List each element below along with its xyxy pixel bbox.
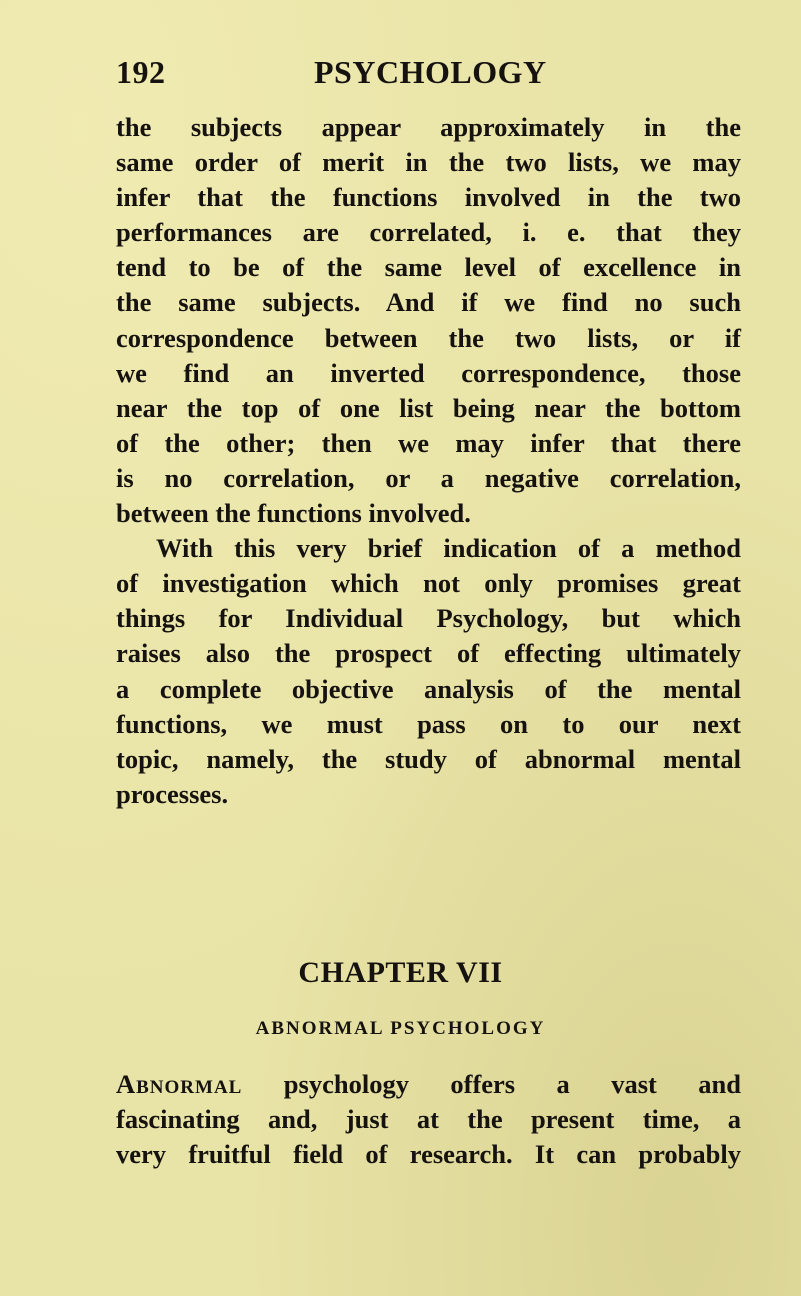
text-line: functions, we must pass on to our next — [116, 708, 741, 739]
page-header — [116, 54, 736, 98]
text-line: same order of merit in the two lists, we may — [116, 147, 741, 178]
chapter-line-2: fascinating and, just at the present time, a — [116, 1104, 741, 1135]
text-line: of investigation which not only promises great — [116, 568, 741, 599]
text-line: processes. — [116, 778, 229, 809]
text-line: performances are correlated, i. e. that they — [116, 217, 741, 248]
text-line: the subjects appear approximately in the — [116, 112, 741, 142]
chapter-title: CHAPTER VII — [298, 956, 503, 989]
text-line: tend to be of the same level of excellence in — [116, 252, 741, 283]
text-line: infer that the functions involved in the two — [116, 182, 741, 213]
lead-word: Abnormal — [116, 1069, 243, 1099]
lead-line-rest: psychology offers a vast and — [242, 1069, 741, 1099]
text-line: topic, namely, the study of abnormal mental — [116, 743, 741, 774]
text-line: raises also the prospect of effecting ultimately — [116, 638, 741, 669]
page-number: 192 — [116, 54, 166, 90]
text-line: near the top of one list being near the bottom — [116, 392, 741, 423]
chapter-body — [116, 1067, 741, 1172]
text-line: we find an inverted correspondence, those — [116, 357, 741, 388]
chapter-line-3: very fruitful field of research. It can probably — [116, 1139, 741, 1170]
chapter-line-1 — [116, 1067, 741, 1102]
text-line: of the other; then we may infer that there — [116, 427, 741, 458]
chapter-subtitle: ABNORMAL PSYCHOLOGY — [255, 1018, 546, 1039]
running-head: PSYCHOLOGY — [314, 54, 547, 90]
body-text — [116, 110, 741, 812]
text-line: between the functions involved. — [116, 498, 471, 529]
text-line: a complete objective analysis of the mental — [116, 673, 741, 704]
text-line: things for Individual Psychology, but which — [116, 603, 741, 634]
text-line: is no correlation, or a negative correlation, — [116, 462, 741, 493]
text-line: With this very brief indication of a method — [156, 533, 741, 564]
text-line: the same subjects. And if we find no such — [116, 287, 741, 318]
text-line: correspondence between the two lists, or if — [116, 322, 741, 353]
